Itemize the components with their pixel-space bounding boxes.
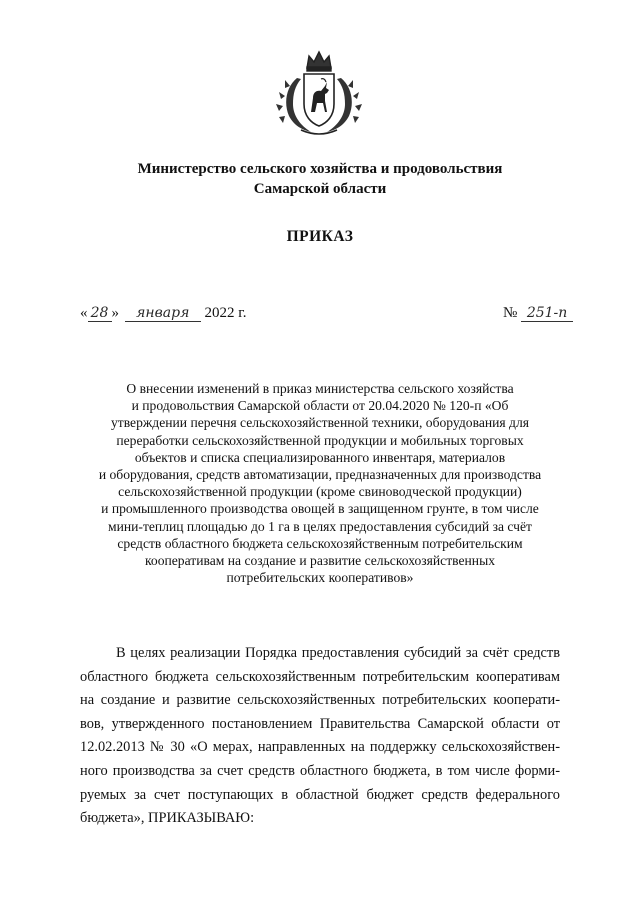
subject-line: сельскохозяйственной продукции (кроме свиноводческой продукции) xyxy=(118,484,522,500)
subject-line: и промышленного производства овощей в защищенном грунте, в том числе xyxy=(101,501,539,517)
date-month-handwritten: января xyxy=(125,306,201,322)
date-open-quote: « xyxy=(80,305,88,321)
ministry-line-1: Министерство сельского хозяйства и продовольствия xyxy=(137,161,503,177)
body-line: областного бюджета сельскохозяйственным потребительским кооперативам xyxy=(80,668,560,685)
subject-line: утверждении перечня сельскохозяйственной техники, оборудования для xyxy=(110,415,530,431)
samara-emblem-svg xyxy=(271,46,367,140)
body-line: руемых за счет поступающих в областной бюджет средств федерального xyxy=(80,786,560,803)
order-subject xyxy=(40,380,600,586)
body-line: бюджета», ПРИКАЗЫВАЮ: xyxy=(80,810,255,827)
number-sign: № xyxy=(503,305,518,321)
body-line: вов, утвержденного постановлением Правительства Самарской области от xyxy=(80,715,560,732)
date-year: 2022 г. xyxy=(204,305,247,321)
document-type-title: ПРИКАЗ xyxy=(286,228,354,245)
order-number xyxy=(503,305,573,322)
body-line: 12.02.2013 № 30 «О мерах, направленных на поддержку сельскохозяйствен- xyxy=(80,739,560,756)
ministry-line-2: Самарской области xyxy=(253,181,387,197)
order-body-paragraph xyxy=(80,642,560,831)
order-date xyxy=(80,305,246,322)
subject-line: кооперативам на создание и развитие сельскохозяйственных xyxy=(144,553,495,569)
subject-line: средств областного бюджета сельскохозяйственным потребительским xyxy=(117,535,523,551)
date-close-quote: » xyxy=(111,305,119,321)
body-line: В целях реализации Порядка предоставления субсидий за счёт средств xyxy=(116,645,560,661)
date-day-handwritten: 28 xyxy=(88,306,112,322)
number-handwritten: 251-п xyxy=(521,306,573,322)
subject-line: О внесении изменений в приказ министерства сельского хозяйства xyxy=(126,381,514,396)
subject-line: и продовольствия Самарской области от 20.04.2020 № 120-п «Об xyxy=(131,398,509,414)
body-line: ного производства за счет средств областного бюджета, в том числе форми- xyxy=(80,762,560,779)
subject-line: и оборудования, средств автоматизации, предназначенных для производства xyxy=(98,467,542,483)
ministry-name xyxy=(80,159,560,199)
coat-of-arms-icon xyxy=(271,46,367,140)
body-line: на создание и развитие сельскохозяйственных потребительских кооперати- xyxy=(80,692,560,709)
subject-line: потребительских кооперативов» xyxy=(226,570,414,586)
subject-line: объектов и списка специализированного инвентаря, материалов xyxy=(134,449,506,465)
subject-line: мини-теплиц площадью до 1 га в целях предоставления субсидий за счёт xyxy=(108,518,532,534)
subject-line: переработки сельскохозяйственной продукции и мобильных торговых xyxy=(116,432,524,448)
